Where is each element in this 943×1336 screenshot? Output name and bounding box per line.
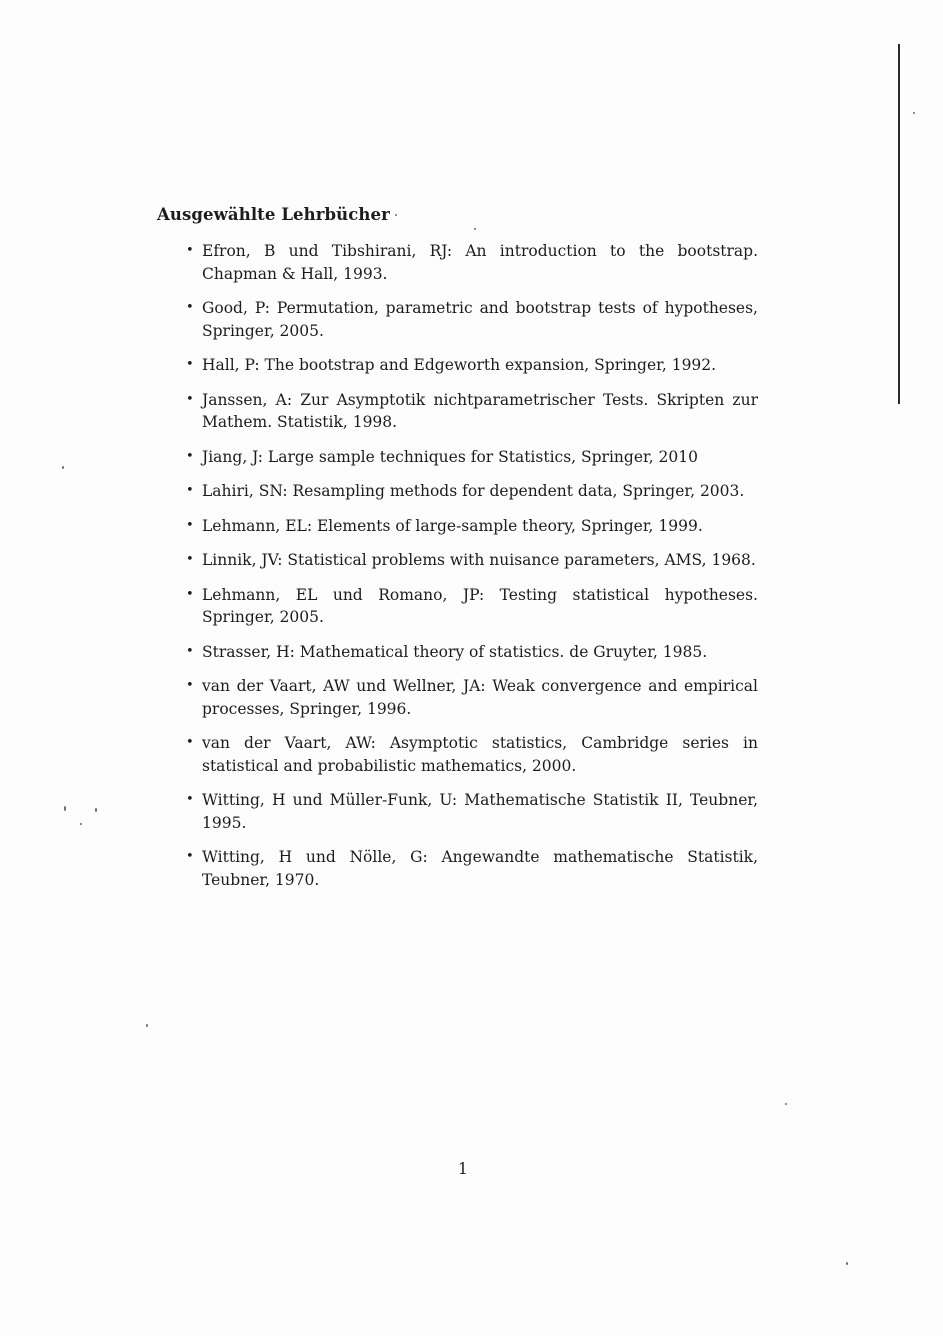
reference-text: van der Vaart, AW und Wellner, JA: Weak convergence and empirical processes, Springer, 1996. <box>202 677 758 718</box>
reference-text: Linnik, JV: Statistical problems with nuisance parameters, AMS, 1968. <box>202 551 756 569</box>
scan-speck <box>62 466 64 469</box>
reference-item <box>186 480 758 503</box>
reference-text: Good, P: Permutation, parametric and bootstrap tests of hypotheses, Springer, 2005. <box>202 299 758 340</box>
reference-item <box>186 389 758 434</box>
bullet-icon: • <box>186 586 194 602</box>
bullet-icon: • <box>186 243 194 258</box>
reference-text: Jiang, J: Large sample techniques for Statistics, Springer, 2010 <box>202 447 699 466</box>
reference-item <box>186 240 758 285</box>
page-number: 1 <box>458 1160 468 1178</box>
reference-text: Lahiri, SN: Resampling methods for dependent data, Springer, 2003. <box>202 482 745 500</box>
bullet-icon: • <box>186 483 194 498</box>
bullet-icon: • <box>186 643 194 659</box>
scan-speck <box>474 228 476 230</box>
reference-item <box>186 549 758 572</box>
scan-speck <box>146 1024 148 1027</box>
reference-text: Lehmann, EL und Romano, JP: Testing statistical hypotheses. Springer, 2005. <box>202 585 758 626</box>
reference-text: Strasser, H: Mathematical theory of statistics. de Gruyter, 1985. <box>202 642 708 661</box>
bullet-icon: • <box>186 357 194 372</box>
scan-speck <box>846 1262 848 1265</box>
section-heading: Ausgewählte Lehrbücher <box>157 205 390 224</box>
scan-speck <box>913 112 915 114</box>
reference-text: Janssen, A: Zur Asymptotik nichtparametrischer Tests. Skripten zur Mathem. Statistik, 1998. <box>202 390 758 431</box>
reference-text: Lehmann, EL: Elements of large-sample theory, Springer, 1999. <box>202 516 703 535</box>
reference-item <box>186 354 758 377</box>
bullet-icon: • <box>186 792 194 807</box>
bullet-icon: • <box>186 391 194 407</box>
reference-item <box>186 789 758 834</box>
scan-speck <box>95 808 97 812</box>
bullet-icon: • <box>186 849 194 864</box>
bullet-icon: • <box>186 300 194 315</box>
scan-edge-line <box>898 44 900 404</box>
bullet-icon: • <box>186 735 194 750</box>
reference-list <box>186 240 758 903</box>
bullet-icon: • <box>186 552 194 567</box>
bullet-icon: • <box>186 517 194 533</box>
reference-item <box>186 846 758 891</box>
reference-item <box>186 641 758 664</box>
reference-item <box>186 446 758 469</box>
reference-text: van der Vaart, AW: Asymptotic statistics, Cambridge series in statistical and probabilistic mathematics, 2000. <box>202 734 758 775</box>
reference-text: Efron, B und Tibshirani, RJ: An introduction to the bootstrap. Chapman & Hall, 1993. <box>202 242 758 283</box>
reference-item <box>186 515 758 538</box>
reference-item <box>186 675 758 720</box>
scan-speck <box>80 823 82 825</box>
scan-speck <box>64 806 66 811</box>
reference-item <box>186 297 758 342</box>
reference-item <box>186 732 758 777</box>
reference-text: Hall, P: The bootstrap and Edgeworth expansion, Springer, 1992. <box>202 356 717 374</box>
reference-item <box>186 584 758 629</box>
reference-text: Witting, H und Müller-Funk, U: Mathematische Statistik II, Teubner, 1995. <box>202 791 758 832</box>
bullet-icon: • <box>186 678 194 693</box>
scan-speck <box>395 214 397 216</box>
scan-speck <box>785 1103 787 1105</box>
bullet-icon: • <box>186 448 194 464</box>
reference-text: Witting, H und Nölle, G: Angewandte mathematische Statistik, Teubner, 1970. <box>202 848 758 889</box>
